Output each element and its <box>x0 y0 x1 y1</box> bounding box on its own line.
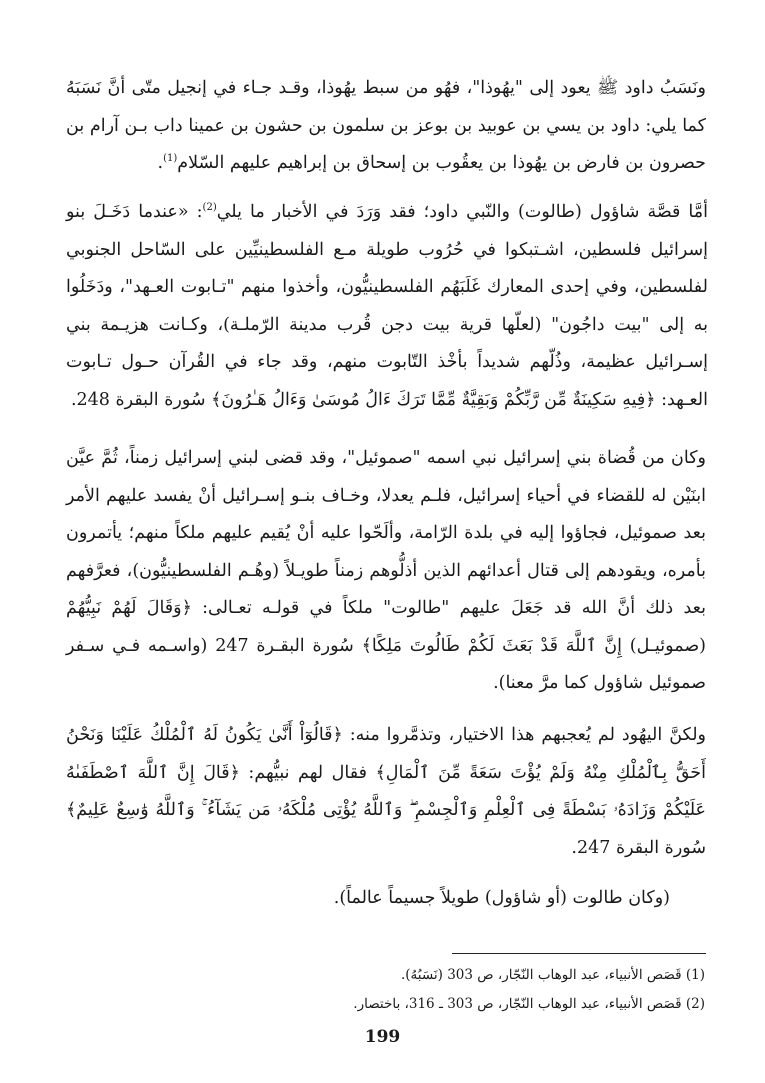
footnote-divider <box>452 953 706 954</box>
footnote-1: (1) قَصَص الأنبياء، عبد الوهاب النّجّار، ص 303 (نَسَبُهُ). <box>400 967 705 983</box>
footnote-ref-2: (2) <box>202 202 217 214</box>
footnote-ref-1: (1) <box>163 153 178 165</box>
paragraph-samuel: وكان من قُضاة بني إسرائيل نبي اسمه "صموئيل"، وقد قضى لبني إسرائيل زمناً، ثُمَّ عيَّن ابنَيْن له للقضاء في أحياء إسرائيل، فلـم يعدلا، وخـاف بنـو إسـرائيل أنْ يفسد عليهم الأمر بعد صموئيل، فجاؤوا إليه في بلدة الرّامة، وألَحّوا عليه أنْ يُقيم عليهم ملكاً منهم؛ يأتمرون بأمره، ويقودهم إلى قتال أعدائهم الذين أذلُّوهم زمناً طويـلاً (وهُـم الفلسطينيُّون)، فعرَّفهم بعد ذلك أنَّ الله قد جَعَلَ عليهم "طالوت" ملكاً في قولـه تعـالى: ﴿وَقَالَ لَهُمْ نَبِيُّهُمْ (صموئيـل) إِنَّ ٱللَّهَ قَدْ بَعَثَ لَكُمْ طَالُوتَ مَلِكًا﴾ سُورة البقـرة 247 (واسـمه فـي سـفر صموئيل شاؤول كما مرَّ معنا). <box>66 448 707 693</box>
paragraph-saul-description: (وكان طالوت (أو شاؤول) طويلاً جسيماً عالماً). <box>333 888 670 908</box>
footnote-2: (2) قَصَص الأنبياء، عبد الوهاب النّجّار، ص 303 ـ 316، باختصار. <box>353 996 705 1012</box>
paragraph-lineage <box>66 70 706 183</box>
paragraph-lineage-end: . <box>157 153 164 173</box>
paragraph-saul-story <box>66 194 708 419</box>
page-number: 199 <box>364 1027 401 1047</box>
paragraph-objection: ولكنَّ اليهُود لم يُعجبهم هذا الاختيار، وتذمَّروا منه: ﴿قَالُوٓاْ أَنَّىٰ يَكُونُ لَهُ ٱلْمُلْكُ عَلَيْنَا وَنَحْنُ أَحَقُّ بِٱلْمُلْكِ مِنْهُ وَلَمْ يُؤْتَ سَعَةً مِّنَ ٱلْمَالِ﴾ فقال لهم نبيُّهم: ﴿قَالَ إِنَّ ٱللَّهَ ٱصْطَفَىٰهُ عَلَيْكُمْ وَزَادَهُۥ بَسْطَةً فِى ٱلْعِلْمِ وَٱلْجِسْمِ ۖ وَٱللَّهُ يُؤْتِى مُلْكَهُۥ مَن يَشَآءُ ۚ وَٱللَّهُ وَٰسِعٌ عَلِيمٌ﴾ سُورة البقرة 247. <box>66 725 706 858</box>
paragraph-saul-story-body: : «عندما دَخَـلَ بنو إسرائيل فلسطين، اشـتبكوا في حُرُوب طويلة مـع الفلسطينيِّين على السّاحل الجنوبي لفلسطين، وفي إحدى المعارك غَلَبَهُم الفلسطينيُّون، وأخذوا منهم "تـابوت العـهد"، ودَخَلُوا به إلى "بيت داجُون" (لعلّها قرية بيت دجن قُرب مدينة الرّملـة)، وكـانت هزيـمة بني إسـرائيل عظيمة، وذُلّهم شديداً بأخْذ التّابوت منهم، وقد جاء في القُرآن حـول تـابوت العـهد: ﴿فِيهِ سَكِينَةٌ مِّن رَّبِّكُمْ وَبَقِيَّةٌ مِّمَّا تَرَكَ ءَالُ مُوسَىٰ وَءَالُ هَـٰرُونَ﴾ سُورة البقرة 248. <box>66 202 708 410</box>
paragraph-saul-story-intro: أمَّا قصَّة شاؤول (طالوت) والنّبي داود؛ فقد وَرَدَ في الأخبار ما يلي <box>216 202 709 222</box>
paragraph-lineage-text: ونَسَبُ داود ﷺ يعود إلى "يهُوذا"، فهُو من سبط يهُوذا، وقـد جـاء في إنجيل متّى أنَّ نَسَبَهُ كما يلي: داود بن يسي بن عوبيد بن بوعز بن سلمون بن حشون بن عمينا داب بـن آرام بن حصرون بن فارض بن يهُوذا بن يعقُوب بن إسحاق بن إبراهيم عليهم السّلام <box>66 78 706 173</box>
